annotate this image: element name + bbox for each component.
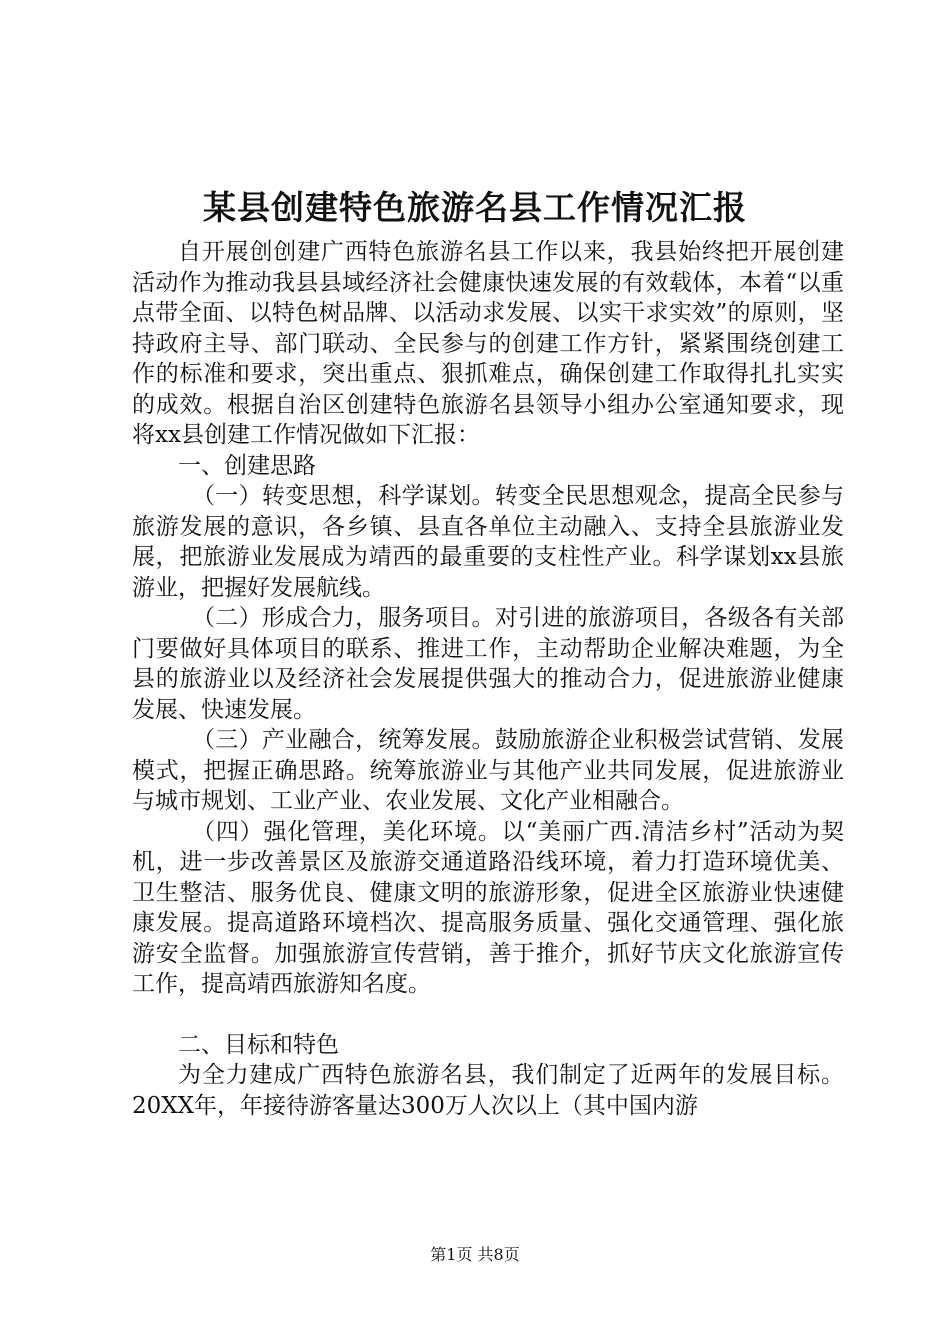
subsection-4: （四）强化管理，美化环境。以“美丽广西.清洁乡村”活动为契机，进一步改善景区及旅游交通道路沿线环境，着力打造环境优美、卫生整洁、服务优良、健康文明的旅游形象，促进全区旅游业快速健康发展。提高道路环境档次、提高服务质量、强化交通管理、强化旅游安全监督。加强旅游宣传营销，善于推介，抓好节庆文化旅游宣传工作，提高靖西旅游知名度。 — [132, 818, 844, 997]
paragraph-gap — [132, 1000, 844, 1030]
section-heading-1: 一、创建思路 — [178, 452, 316, 479]
subsection-2: （二）形成合力，服务项目。对引进的旅游项目，各级各有关部门要做好具体项目的联系、推进工作，主动帮助企业解决难题，为全县的旅游业以及经济社会发展提供强大的推动合力，促进旅游业健康发展、快速发展。 — [132, 605, 844, 723]
subsection-1: （一）转变思想，科学谋划。转变全民思想观念，提高全民参与旅游发展的意识，各乡镇、县直各单位主动融入、支持全县旅游业发展，把旅游业发展成为靖西的最重要的支柱性产业。科学谋划xx县旅游业，把握好发展航线。 — [132, 483, 844, 601]
document-title: 某县创建特色旅游名县工作情况汇报 — [203, 188, 747, 227]
section-2-paragraph: 为全力建成广西特色旅游名县，我们制定了近两年的发展目标。20XX年，年接待游客量达300万人次以上（其中国内游 — [132, 1062, 844, 1119]
document-body — [132, 237, 844, 1121]
intro-paragraph: 自开展创创建广西特色旅游名县工作以来，我县始终把开展创建活动作为推动我县县域经济社会健康快速发展的有效载体，本着“以重点带全面、以特色树品牌、以活动求发展、以实干求实效”的原则，坚持政府主导、部门联动、全民参与的创建工作方针，紧紧围绕创建工作的标准和要求，突出重点、狠抓难点，确保创建工作取得扎扎实实的成效。根据自治区创建特色旅游名县领导小组办公室通知要求，现将xx县创建工作情况做如下汇报： — [132, 239, 844, 448]
section-heading-2: 二、目标和特色 — [178, 1031, 339, 1058]
page-number-footer: 第1页 共8页 — [430, 1245, 520, 1264]
subsection-3: （三）产业融合，统筹发展。鼓励旅游企业积极尝试营销、发展模式，把握正确思路。统筹旅游业与其他产业共同发展，促进旅游业与城市规划、工业产业、农业发展、文化产业相融合。 — [132, 727, 844, 814]
